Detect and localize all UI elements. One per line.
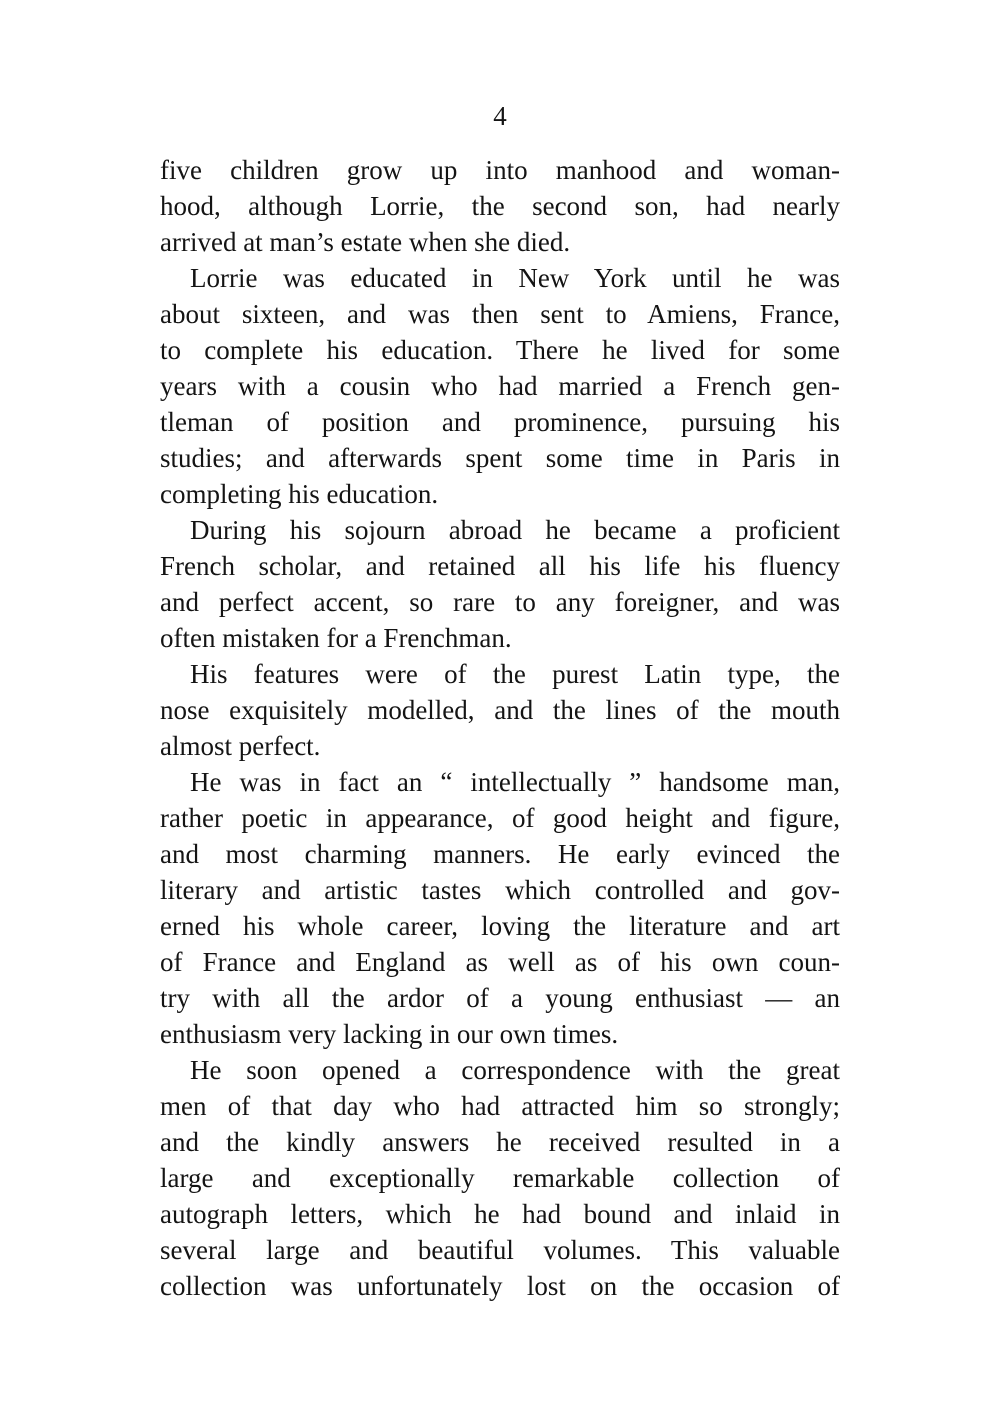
text-line: and perfect accent, so rare to any foreigner, and was (160, 587, 840, 617)
text-line: literary and artistic tastes which controlled and gov- (160, 875, 840, 905)
text-line: years with a cousin who had married a French gen- (160, 371, 840, 401)
text-line: hood, although Lorrie, the second son, had nearly (160, 191, 840, 221)
body-text (160, 152, 840, 1304)
text-line: and most charming manners. He early evinced the (160, 839, 840, 869)
text-line: about sixteen, and was then sent to Amiens, France, (160, 299, 840, 329)
text-line: men of that day who had attracted him so strongly; (160, 1091, 840, 1121)
text-line: His features were of the purest Latin type, the (190, 659, 840, 689)
text-line: Lorrie was educated in New York until he was (190, 263, 840, 293)
text-line: large and exceptionally remarkable collection of (160, 1163, 840, 1193)
paragraph (160, 152, 840, 260)
text-line: of France and England as well as of his own coun- (160, 947, 840, 977)
paragraph (160, 656, 840, 764)
text-line: tleman of position and prominence, pursuing his (160, 407, 840, 437)
text-line: He was in fact an “ intellectually ” handsome man, (190, 767, 840, 797)
text-line: almost perfect. (160, 731, 321, 761)
paragraph (160, 1052, 840, 1304)
text-line: arrived at man’s estate when she died. (160, 227, 571, 257)
page-number: 4 (493, 101, 507, 131)
text-line: French scholar, and retained all his life his fluency (160, 551, 840, 581)
text-line: nose exquisitely modelled, and the lines of the mouth (160, 695, 840, 725)
paragraph (160, 764, 840, 1052)
text-line: try with all the ardor of a young enthusiast — an (160, 983, 840, 1013)
text-line: rather poetic in appearance, of good height and figure, (160, 803, 840, 833)
text-line: During his sojourn abroad he became a proficient (190, 515, 840, 545)
text-line: often mistaken for a Frenchman. (160, 623, 512, 653)
text-line: erned his whole career, loving the literature and art (160, 911, 840, 941)
text-line: He soon opened a correspondence with the great (190, 1055, 840, 1085)
text-line: to complete his education. There he lived for some (160, 335, 840, 365)
paragraph (160, 512, 840, 656)
text-line: and the kindly answers he received resulted in a (160, 1127, 840, 1157)
text-line: autograph letters, which he had bound and inlaid in (160, 1199, 840, 1229)
text-line: studies; and afterwards spent some time in Paris in (160, 443, 840, 473)
text-line: several large and beautiful volumes. This valuable (160, 1235, 840, 1265)
text-line: collection was unfortunately lost on the occasion of (160, 1271, 840, 1301)
paragraph (160, 260, 840, 512)
text-line: five children grow up into manhood and woman- (160, 155, 840, 185)
text-line: enthusiasm very lacking in our own times. (160, 1019, 619, 1049)
text-line: completing his education. (160, 479, 439, 509)
